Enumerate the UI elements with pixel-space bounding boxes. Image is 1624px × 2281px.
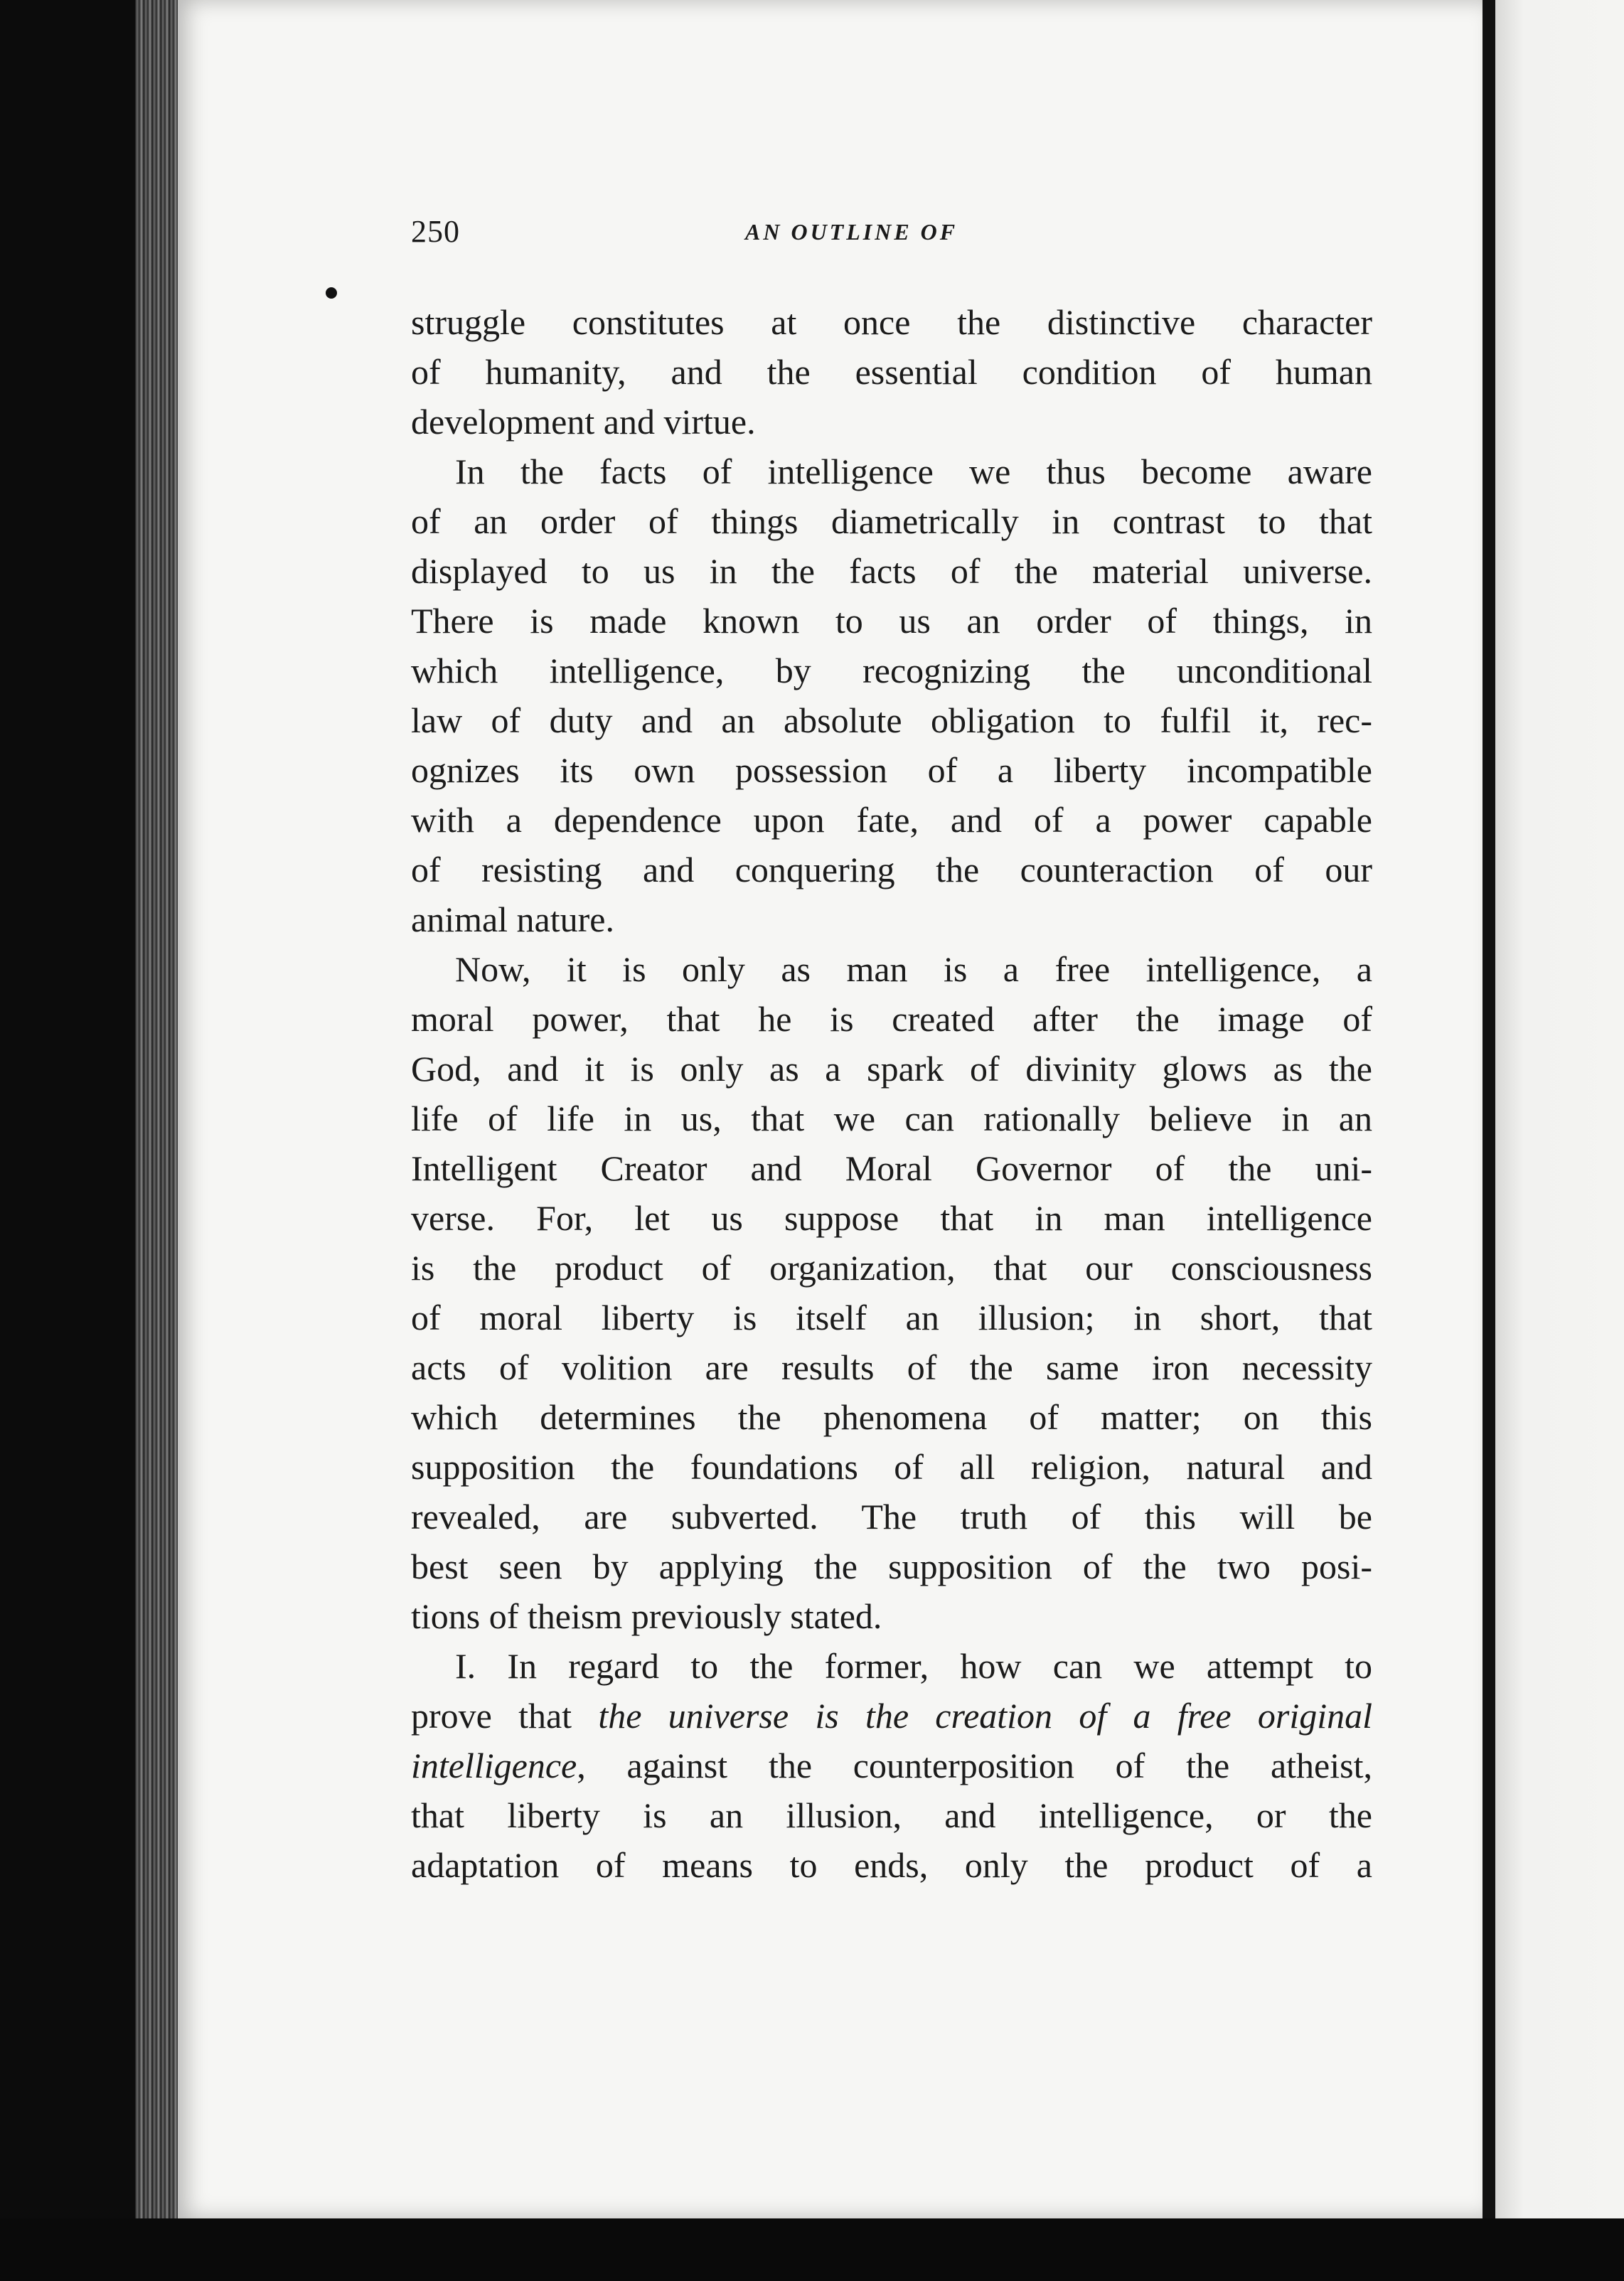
text-line: with a dependence upon fate, and of a power capable: [411, 800, 1372, 840]
text-line: which determines the phenomena of matter; on this: [411, 1397, 1372, 1437]
text-line: which intelligence, by recognizing the unconditional: [411, 651, 1372, 690]
text-line-mixed: [411, 1691, 1372, 1741]
text-line-mixed: [411, 1741, 1372, 1790]
text-line: law of duty and an absolute obligation to fulfil it, rec-: [411, 700, 1372, 740]
text-line: displayed to us in the facts of the material universe.: [411, 551, 1372, 591]
text-line: tions of theism previously stated.: [411, 1596, 882, 1636]
text-line: best seen by applying the supposition of the two posi-: [411, 1547, 1372, 1586]
text-line: struggle constitutes at once the distinctive character: [411, 302, 1372, 342]
running-head: [411, 213, 1371, 256]
book-gutter: [1483, 0, 1495, 2247]
text-line: acts of volition are results of the same iron necessity: [411, 1347, 1372, 1387]
text-line: of an order of things diametrically in contrast to that: [411, 501, 1372, 541]
text-line: ognizes its own possession of a liberty incompatible: [411, 750, 1372, 790]
running-title: AN OUTLINE OF: [745, 219, 958, 245]
body-text: [411, 297, 1372, 1890]
scan-bottom-border: [0, 2218, 1624, 2281]
italic-text-segment: intelligence: [411, 1746, 577, 1785]
text-line: life of life in us, that we can rationally believe in an: [411, 1099, 1372, 1138]
text-line: Now, it is only as man is a free intelligence, a: [455, 949, 1372, 989]
text-segment: , against the counterposition of the atheist,: [577, 1746, 1372, 1785]
text-line: supposition the foundations of all religion, natural and: [411, 1447, 1372, 1487]
text-line: adaptation of means to ends, only the product of a: [411, 1845, 1372, 1885]
text-line: In the facts of intelligence we thus become aware: [455, 452, 1372, 491]
text-line: is the product of organization, that our consciousness: [411, 1248, 1372, 1288]
text-line: that liberty is an illusion, and intelligence, or the: [411, 1795, 1372, 1835]
text-line: animal nature.: [411, 899, 614, 939]
text-line: moral power, that he is created after the image of: [411, 999, 1372, 1039]
italic-text-segment: the universe is the creation of a free original: [598, 1696, 1372, 1736]
ink-speck: [326, 287, 337, 299]
text-line: revealed, are subverted. The truth of this will be: [411, 1497, 1372, 1537]
text-line: development and virtue.: [411, 402, 756, 442]
text-line: of resisting and conquering the counteraction of our: [411, 850, 1372, 890]
text-line: verse. For, let us suppose that in man intelligence: [411, 1198, 1372, 1238]
text-line: Intelligent Creator and Moral Governor of the uni-: [411, 1148, 1372, 1188]
text-line: I. In regard to the former, how can we attempt to: [455, 1646, 1372, 1686]
page-number: 250: [411, 214, 460, 249]
text-line: of moral liberty is itself an illusion; in short, that: [411, 1298, 1372, 1337]
text-line: of humanity, and the essential condition of human: [411, 352, 1372, 392]
text-line: God, and it is only as a spark of divinity glows as the: [411, 1049, 1372, 1089]
facing-page-edge: [1495, 0, 1624, 2233]
text-line: There is made known to us an order of things, in: [411, 601, 1372, 641]
text-segment: prove that: [411, 1696, 572, 1736]
